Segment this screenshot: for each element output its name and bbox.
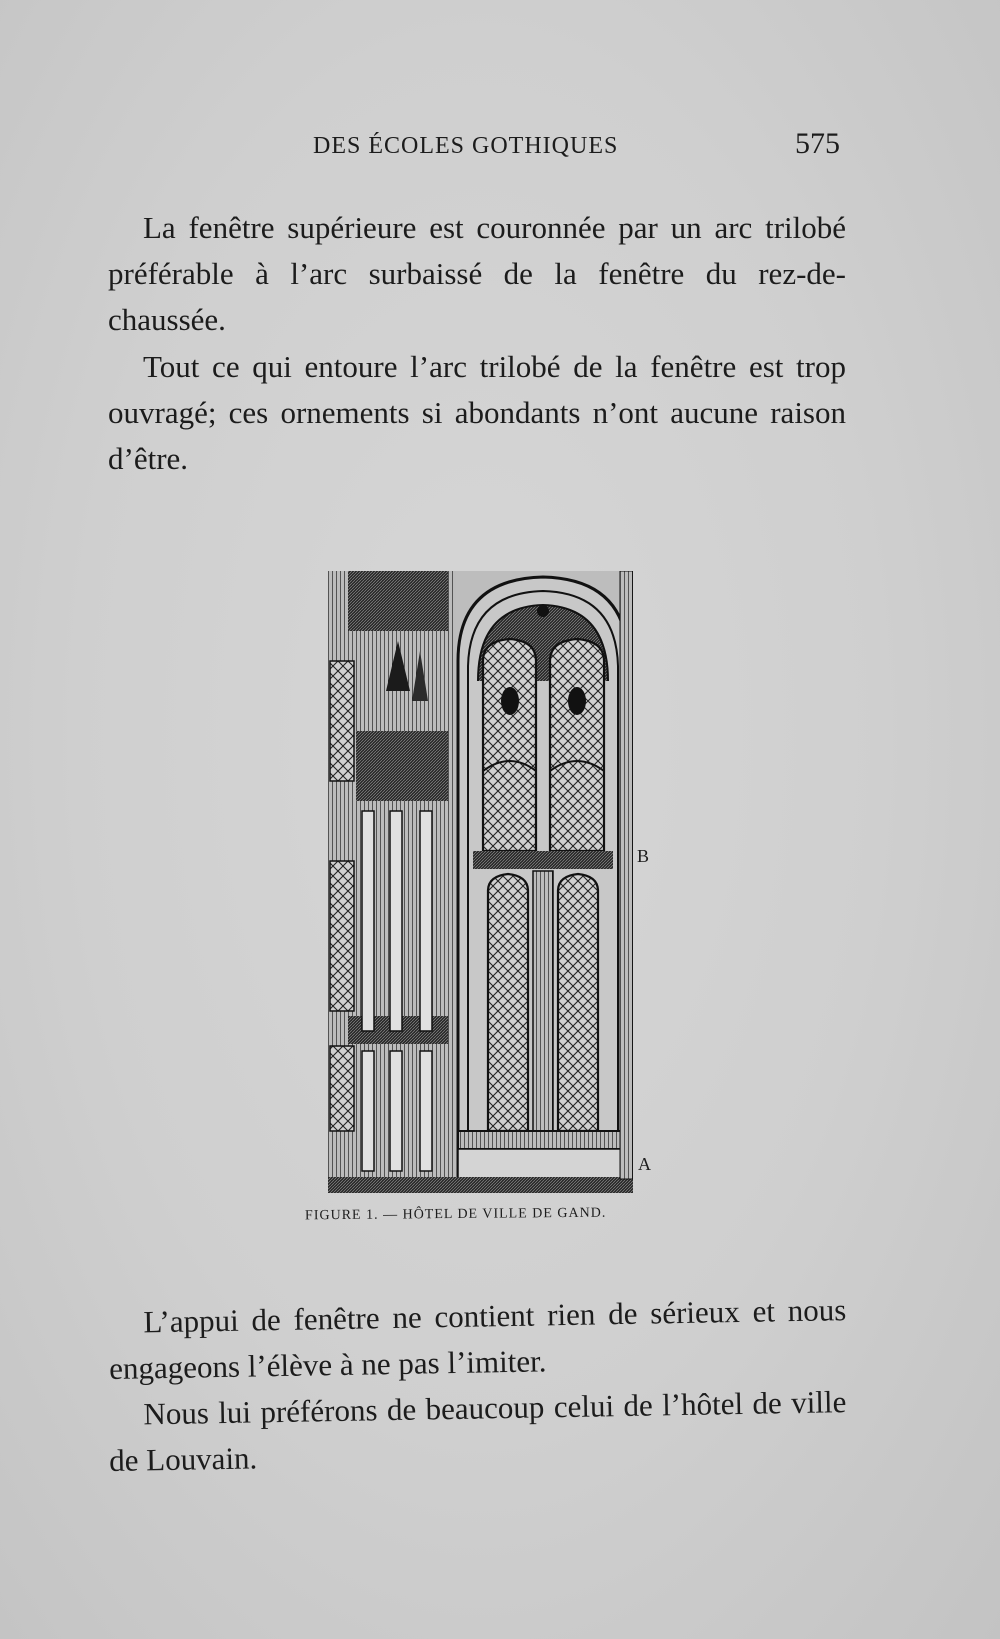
paragraph: Nous lui préférons de beaucoup celui de l’hôtel de ville de Louvain. xyxy=(108,1384,847,1478)
engraving-illustration xyxy=(328,571,633,1193)
figure-marker-a: A xyxy=(638,1154,651,1174)
figure-gothic-window-engraving xyxy=(328,571,633,1193)
page-number: 575 xyxy=(795,127,840,160)
running-title: DES ÉCOLES GOTHIQUES xyxy=(313,133,619,159)
paragraph: Tout ce qui entoure l’arc trilobé de la fenêtre est trop ouvragé; ces ornements si abondants n’ont aucune raison d’être. xyxy=(108,349,846,476)
figure-caption: FIGURE 1. — HÔTEL DE VILLE DE GAND. xyxy=(304,1205,607,1224)
paragraph: La fenêtre supérieure est couronnée par un arc trilobé préférable à l’arc surbaissé de la fenêtre du rez-de-chaussée. xyxy=(108,210,846,337)
paragraph: L’appui de fenêtre ne contient rien de sérieux et nous engageons l’élève à ne pas l’imiter. xyxy=(108,1292,847,1386)
figure-marker-b: B xyxy=(637,846,650,866)
